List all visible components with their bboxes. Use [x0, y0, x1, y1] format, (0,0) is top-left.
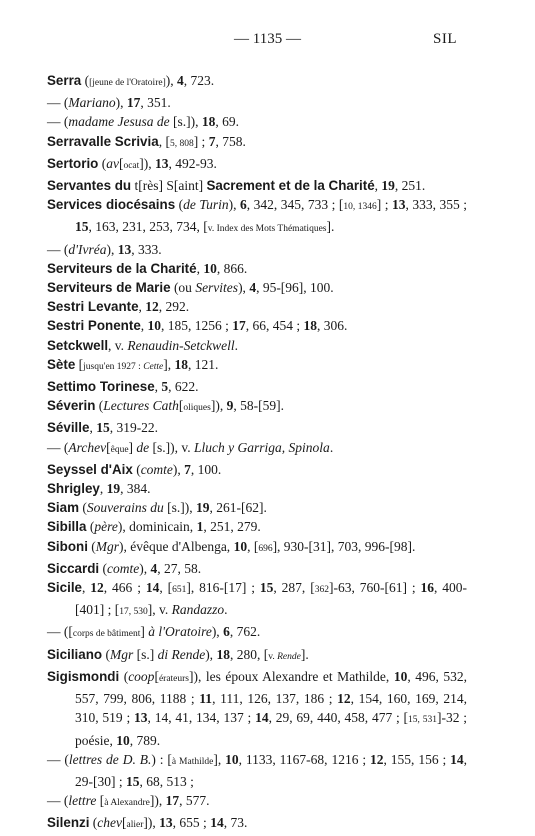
index-entry-seville-archev: — (Archev[êque] de [s.]), v. Lluch y Garriga, Spinola. — [47, 439, 334, 455]
index-entry-sestri-levante: Sestri Levante, 12, 292. — [47, 299, 190, 315]
index-entry-settimo: Settimo Torinese, 5, 622. — [47, 379, 199, 395]
index-entry-services: Services diocésains (de Turin), 6, 342, 345, 733 ; [10, 1346] ; 13, 333, 355 ; 15, 163, 231, 253, 734, [v. Index des Mots Thématiques]. — [47, 197, 468, 235]
index-entry-serra-mariano: — (Mariano), 17, 351. — [47, 95, 171, 111]
index-entry-serviteurs-marie: Serviteurs de Marie (ou Servites), 4, 95-[96], 100. — [47, 280, 334, 296]
index-entry-sicile-corps: — ([corps de bâtiment] à l'Oratoire), 6, 762. — [47, 624, 261, 640]
index-entry-sete: Sète [jusqu'en 1927 : Cette], 18, 121. — [47, 356, 219, 372]
index-entry-silenzi: Silenzi (chev[alier]), 13, 655 ; 14, 73. — [47, 815, 248, 831]
index-entry-siciliano: Siciliano (Mgr [s.] di Rende), 18, 280, [v. Rende]. — [47, 646, 309, 662]
index-entry-serra: Serra ([jeune de l'Oratoire]), 4, 723. — [47, 73, 215, 88]
index-entries — [47, 71, 467, 836]
index-entry-servantes: Servantes du t[rès] S[aint] Sacrement et de la Charité, 19, 251. — [47, 178, 426, 194]
index-entry-seville: Séville, 15, 319-22. — [47, 420, 159, 436]
index-entry-sertorio: Sertorio (av[ocat]), 13, 492-93. — [47, 155, 217, 171]
index-entry-siboni: Siboni (Mgr), évêque d'Albenga, 10, [696], 930-[31], 703, 996-[98]. — [47, 538, 416, 554]
index-entry-serviteurs-charite: Serviteurs de la Charité, 10, 866. — [47, 260, 248, 276]
index-entry-shrigley: Shrigley, 19, 384. — [47, 481, 151, 497]
index-entry-severin: Séverin (Lectures Cath[oliques]), 9, 58-[59]. — [47, 398, 284, 414]
index-entry-sigismondi: Sigismondi (coop[érateurs]), les époux Alexandre et Mathilde, 10, 496, 532, 557, 799, 806, 1188 ; 11, 111, 126, 137, 186 ; 12, 154, 160, 169, 214, 310, 519 ; 13, 14, 41, 134, 137 ; 14, 29, 69, 440, 458, 477 ; [15, 531]-32 ; poésie, 10, 789. — [47, 668, 468, 748]
index-entry-services-ivrea: — (d'Ivréa), 13, 333. — [47, 241, 162, 257]
index-entry-serra-madame: — (madame Jesusa de [s.]), 18, 69. — [47, 114, 239, 130]
index-entry-sibilla: Sibilla (père), dominicain, 1, 251, 279. — [47, 519, 261, 535]
page-header — [0, 31, 535, 49]
index-entry-siccardi: Siccardi (comte), 4, 27, 58. — [47, 560, 202, 576]
index-entry-setckwell: Setckwell, v. Renaudin-Setckwell. — [47, 337, 239, 353]
index-entry-sigismondi-lettre: — (lettre [à Alexandre]), 17, 577. — [47, 793, 210, 809]
running-head: SIL — [433, 31, 457, 47]
index-entry-sicile: Sicile, 12, 466 ; 14, [651], 816-[17] ; 15, 287, [362]-63, 760-[61] ; 16, 400-[401] ; [17, 530], v. Randazzo. — [47, 580, 468, 618]
index-entry-sigismondi-lettres: — (lettres de D. B.) : [à Mathilde], 10, 1133, 1167-68, 1216 ; 12, 155, 156 ; 14, 29-[30] ; 15, 68, 513 ; — [47, 751, 468, 789]
page-number: — 1135 — — [234, 31, 301, 47]
index-entry-seyssel: Seyssel d'Aix (comte), 7, 100. — [47, 461, 222, 477]
index-entry-siam: Siam (Souverains du [s.]), 19, 261-[62]. — [47, 500, 267, 516]
index-entry-sestri-ponente: Sestri Ponente, 10, 185, 1256 ; 17, 66, 454 ; 18, 306. — [47, 318, 348, 334]
index-entry-serravalle: Serravalle Scrivia, [5, 808] ; 7, 758. — [47, 133, 246, 149]
